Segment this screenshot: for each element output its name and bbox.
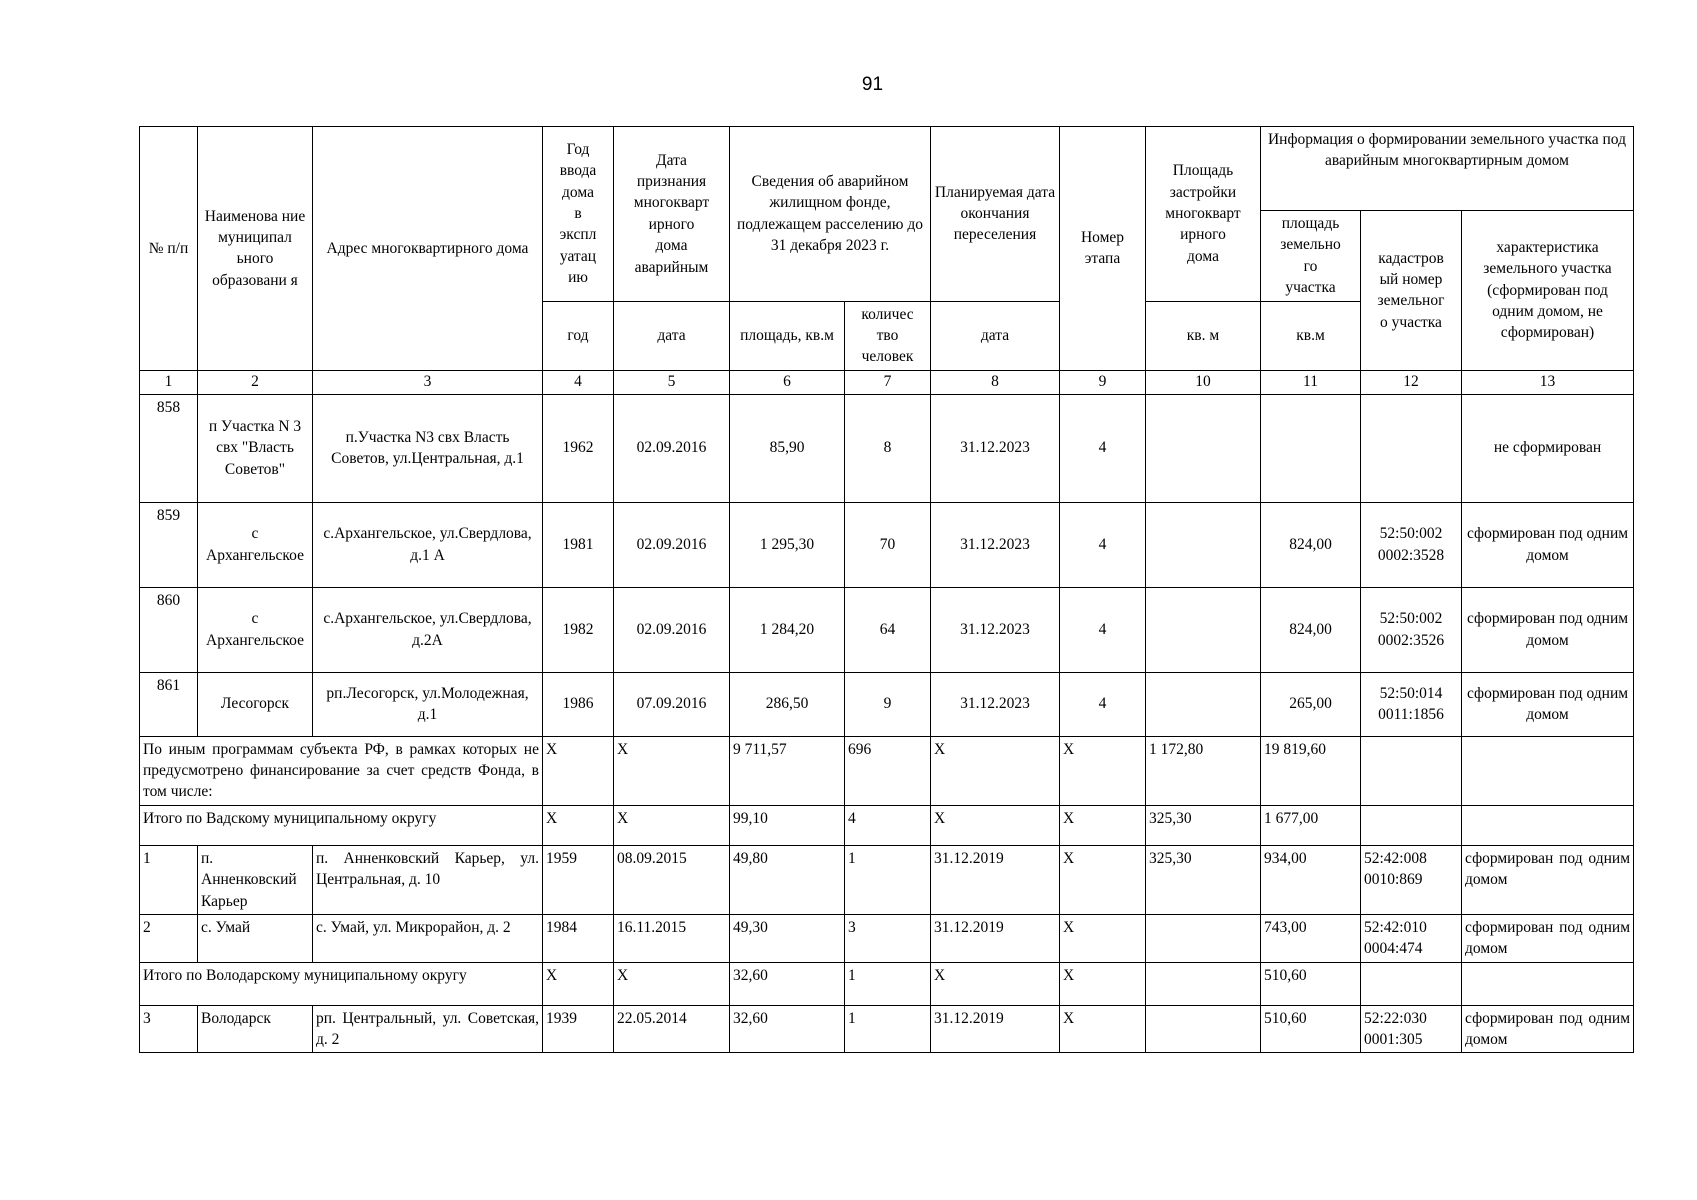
row-end-date: 31.12.2019 bbox=[931, 914, 1060, 962]
row-cadastral: 52:42:010 0004:474 bbox=[1361, 914, 1462, 962]
summary-build-area bbox=[1146, 962, 1261, 1005]
summary-end-date: X bbox=[931, 736, 1060, 805]
row-status: сформирован под одним домом bbox=[1462, 672, 1634, 736]
row-cadastral: 52:42:008 0010:869 bbox=[1361, 845, 1462, 914]
row-municipality: п. Анненковский Карьер bbox=[198, 845, 313, 914]
table-row bbox=[140, 1005, 1634, 1053]
summary-people: 1 bbox=[845, 962, 931, 1005]
header-land-area: площадь земельно го участка bbox=[1261, 211, 1361, 302]
row-build-area bbox=[1146, 1005, 1261, 1053]
row-municipality: Лесогорск bbox=[198, 672, 313, 736]
row-municipality: с. Умай bbox=[198, 914, 313, 962]
header-land-status: характеристика земельного участка (сформирован под одним домом, не сформирован) bbox=[1462, 211, 1634, 371]
header-address: Адрес многоквартирного дома bbox=[313, 127, 543, 371]
row-stage: 4 bbox=[1060, 587, 1146, 672]
row-date: 08.09.2015 bbox=[614, 845, 730, 914]
row-number: 1 bbox=[140, 845, 198, 914]
unit-area: площадь, кв.м bbox=[730, 301, 845, 370]
summary-area: 9 711,57 bbox=[730, 736, 845, 805]
row-date: 16.11.2015 bbox=[614, 914, 730, 962]
column-number: 12 bbox=[1361, 370, 1462, 394]
row-area: 49,30 bbox=[730, 914, 845, 962]
summary-year: X bbox=[543, 805, 614, 845]
unit-build-area: кв. м bbox=[1146, 301, 1261, 370]
row-people: 9 bbox=[845, 672, 931, 736]
row-people: 1 bbox=[845, 845, 931, 914]
row-year: 1986 bbox=[543, 672, 614, 736]
column-number: 8 bbox=[931, 370, 1060, 394]
housing-table bbox=[139, 126, 1634, 1053]
table-row bbox=[140, 502, 1634, 587]
row-stage: X bbox=[1060, 1005, 1146, 1053]
row-people: 3 bbox=[845, 914, 931, 962]
row-land-area: 510,60 bbox=[1261, 1005, 1361, 1053]
summary-people: 696 bbox=[845, 736, 931, 805]
column-numbers-row bbox=[140, 370, 1634, 394]
row-area: 1 284,20 bbox=[730, 587, 845, 672]
row-number: 859 bbox=[140, 502, 198, 587]
row-people: 8 bbox=[845, 394, 931, 502]
row-number: 2 bbox=[140, 914, 198, 962]
summary-row bbox=[140, 736, 1634, 805]
row-end-date: 31.12.2019 bbox=[931, 845, 1060, 914]
row-status: сформирован под одним домом bbox=[1462, 1005, 1634, 1053]
column-number: 13 bbox=[1462, 370, 1634, 394]
row-land-area bbox=[1261, 394, 1361, 502]
row-year: 1939 bbox=[543, 1005, 614, 1053]
row-build-area bbox=[1146, 672, 1261, 736]
row-date: 07.09.2016 bbox=[614, 672, 730, 736]
header-emergency-date: Дата признания многокварт ирного дома аварийным bbox=[614, 127, 730, 302]
summary-label: Итого по Володарскому муниципальному округу bbox=[140, 962, 543, 1005]
row-address: п.Участка N3 свх Власть Советов, ул.Центральная, д.1 bbox=[313, 394, 543, 502]
row-stage: X bbox=[1060, 845, 1146, 914]
unit-date: дата bbox=[614, 301, 730, 370]
header-fund-info: Сведения об аварийном жилищном фонде, подлежащем расселению до 31 декабря 2023 г. bbox=[730, 127, 931, 302]
summary-date: X bbox=[614, 962, 730, 1005]
column-number: 9 bbox=[1060, 370, 1146, 394]
summary-people: 4 bbox=[845, 805, 931, 845]
row-year: 1962 bbox=[543, 394, 614, 502]
summary-stage: X bbox=[1060, 962, 1146, 1005]
summary-stage: X bbox=[1060, 805, 1146, 845]
row-year: 1982 bbox=[543, 587, 614, 672]
row-build-area bbox=[1146, 587, 1261, 672]
table-row bbox=[140, 914, 1634, 962]
unit-year: год bbox=[543, 301, 614, 370]
row-stage: X bbox=[1060, 914, 1146, 962]
summary-land-area: 1 677,00 bbox=[1261, 805, 1361, 845]
summary-date: X bbox=[614, 736, 730, 805]
row-end-date: 31.12.2023 bbox=[931, 672, 1060, 736]
row-end-date: 31.12.2023 bbox=[931, 502, 1060, 587]
unit-people: количес тво человек bbox=[845, 301, 931, 370]
table-row bbox=[140, 394, 1634, 502]
row-number: 858 bbox=[140, 394, 198, 502]
header-number: № п/п bbox=[140, 127, 198, 371]
summary-land-area: 19 819,60 bbox=[1261, 736, 1361, 805]
header-municipality: Наименова ние муниципал ьного образовани я bbox=[198, 127, 313, 371]
summary-end-date: X bbox=[931, 805, 1060, 845]
row-build-area bbox=[1146, 502, 1261, 587]
row-end-date: 31.12.2019 bbox=[931, 1005, 1060, 1053]
summary-row bbox=[140, 805, 1634, 845]
row-municipality: Володарск bbox=[198, 1005, 313, 1053]
row-stage: 4 bbox=[1060, 394, 1146, 502]
row-land-area: 934,00 bbox=[1261, 845, 1361, 914]
row-build-area bbox=[1146, 914, 1261, 962]
row-people: 1 bbox=[845, 1005, 931, 1053]
header-planned-date: Планируемая дата окончания переселения bbox=[931, 127, 1060, 302]
summary-land-area: 510,60 bbox=[1261, 962, 1361, 1005]
row-address: рп.Лесогорск, ул.Молодежная, д.1 bbox=[313, 672, 543, 736]
row-land-area: 824,00 bbox=[1261, 502, 1361, 587]
row-year: 1959 bbox=[543, 845, 614, 914]
header-build-area: Площадь застройки многокварт ирного дома bbox=[1146, 127, 1261, 302]
row-build-area bbox=[1146, 394, 1261, 502]
row-area: 49,80 bbox=[730, 845, 845, 914]
table-row bbox=[140, 672, 1634, 736]
column-number: 7 bbox=[845, 370, 931, 394]
column-number: 1 bbox=[140, 370, 198, 394]
row-status: сформирован под одним домом bbox=[1462, 914, 1634, 962]
row-cadastral: 52:50:002 0002:3528 bbox=[1361, 502, 1462, 587]
row-number: 3 bbox=[140, 1005, 198, 1053]
summary-year: X bbox=[543, 962, 614, 1005]
header-stage: Номер этапа bbox=[1060, 127, 1146, 371]
row-area: 32,60 bbox=[730, 1005, 845, 1053]
row-municipality: с Архангельское bbox=[198, 587, 313, 672]
row-date: 02.09.2016 bbox=[614, 394, 730, 502]
column-number: 10 bbox=[1146, 370, 1261, 394]
row-build-area: 325,30 bbox=[1146, 845, 1261, 914]
summary-row bbox=[140, 962, 1634, 1005]
row-date: 02.09.2016 bbox=[614, 587, 730, 672]
row-year: 1984 bbox=[543, 914, 614, 962]
column-number: 4 bbox=[543, 370, 614, 394]
page-number: 91 bbox=[861, 74, 884, 95]
row-people: 70 bbox=[845, 502, 931, 587]
column-number: 3 bbox=[313, 370, 543, 394]
summary-label: По иным программам субъекта РФ, в рамках которых не предусмотрено финансирование за счет средств Фонда, в том числе: bbox=[140, 736, 543, 805]
row-stage: 4 bbox=[1060, 672, 1146, 736]
row-area: 286,50 bbox=[730, 672, 845, 736]
row-address: с.Архангельское, ул.Свердлова, д.1 А bbox=[313, 502, 543, 587]
row-status: сформирован под одним домом bbox=[1462, 587, 1634, 672]
column-number: 2 bbox=[198, 370, 313, 394]
summary-area: 32,60 bbox=[730, 962, 845, 1005]
row-status: сформирован под одним домом bbox=[1462, 845, 1634, 914]
unit-land-area: кв.м bbox=[1261, 301, 1361, 370]
summary-stage: X bbox=[1060, 736, 1146, 805]
column-number: 11 bbox=[1261, 370, 1361, 394]
column-number: 6 bbox=[730, 370, 845, 394]
row-land-area: 265,00 bbox=[1261, 672, 1361, 736]
row-end-date: 31.12.2023 bbox=[931, 394, 1060, 502]
row-area: 1 295,30 bbox=[730, 502, 845, 587]
summary-date: X bbox=[614, 805, 730, 845]
summary-year: X bbox=[543, 736, 614, 805]
table-row bbox=[140, 587, 1634, 672]
row-address: п. Анненковский Карьер, ул. Центральная, д. 10 bbox=[313, 845, 543, 914]
table-row bbox=[140, 845, 1634, 914]
row-land-area: 824,00 bbox=[1261, 587, 1361, 672]
row-number: 860 bbox=[140, 587, 198, 672]
row-number: 861 bbox=[140, 672, 198, 736]
row-municipality: с Архангельское bbox=[198, 502, 313, 587]
summary-build-area: 1 172,80 bbox=[1146, 736, 1261, 805]
summary-build-area: 325,30 bbox=[1146, 805, 1261, 845]
column-number: 5 bbox=[614, 370, 730, 394]
row-address: рп. Центральный, ул. Советская, д. 2 bbox=[313, 1005, 543, 1053]
row-area: 85,90 bbox=[730, 394, 845, 502]
row-municipality: п Участка N 3 свх "Власть Советов" bbox=[198, 394, 313, 502]
row-year: 1981 bbox=[543, 502, 614, 587]
row-status: не сформирован bbox=[1462, 394, 1634, 502]
row-cadastral: 52:50:002 0002:3526 bbox=[1361, 587, 1462, 672]
row-address: с. Умай, ул. Микрорайон, д. 2 bbox=[313, 914, 543, 962]
summary-end-date: X bbox=[931, 962, 1060, 1005]
row-date: 02.09.2016 bbox=[614, 502, 730, 587]
row-address: с.Архангельское, ул.Свердлова, д.2А bbox=[313, 587, 543, 672]
row-cadastral: 52:22:030 0001:305 bbox=[1361, 1005, 1462, 1053]
unit-end-date: дата bbox=[931, 301, 1060, 370]
header-cadastral: кадастров ый номер земельног о участка bbox=[1361, 211, 1462, 371]
row-cadastral bbox=[1361, 394, 1462, 502]
row-status: сформирован под одним домом bbox=[1462, 502, 1634, 587]
row-people: 64 bbox=[845, 587, 931, 672]
header-land-info: Информация о формировании земельного участка под аварийным многоквартирным домом bbox=[1261, 127, 1634, 211]
row-land-area: 743,00 bbox=[1261, 914, 1361, 962]
row-stage: 4 bbox=[1060, 502, 1146, 587]
row-date: 22.05.2014 bbox=[614, 1005, 730, 1053]
row-cadastral: 52:50:014 0011:1856 bbox=[1361, 672, 1462, 736]
summary-area: 99,10 bbox=[730, 805, 845, 845]
summary-label: Итого по Вадскому муниципальному округу bbox=[140, 805, 543, 845]
header-year: Год ввода дома в экспл уатац ию bbox=[543, 127, 614, 302]
row-end-date: 31.12.2023 bbox=[931, 587, 1060, 672]
